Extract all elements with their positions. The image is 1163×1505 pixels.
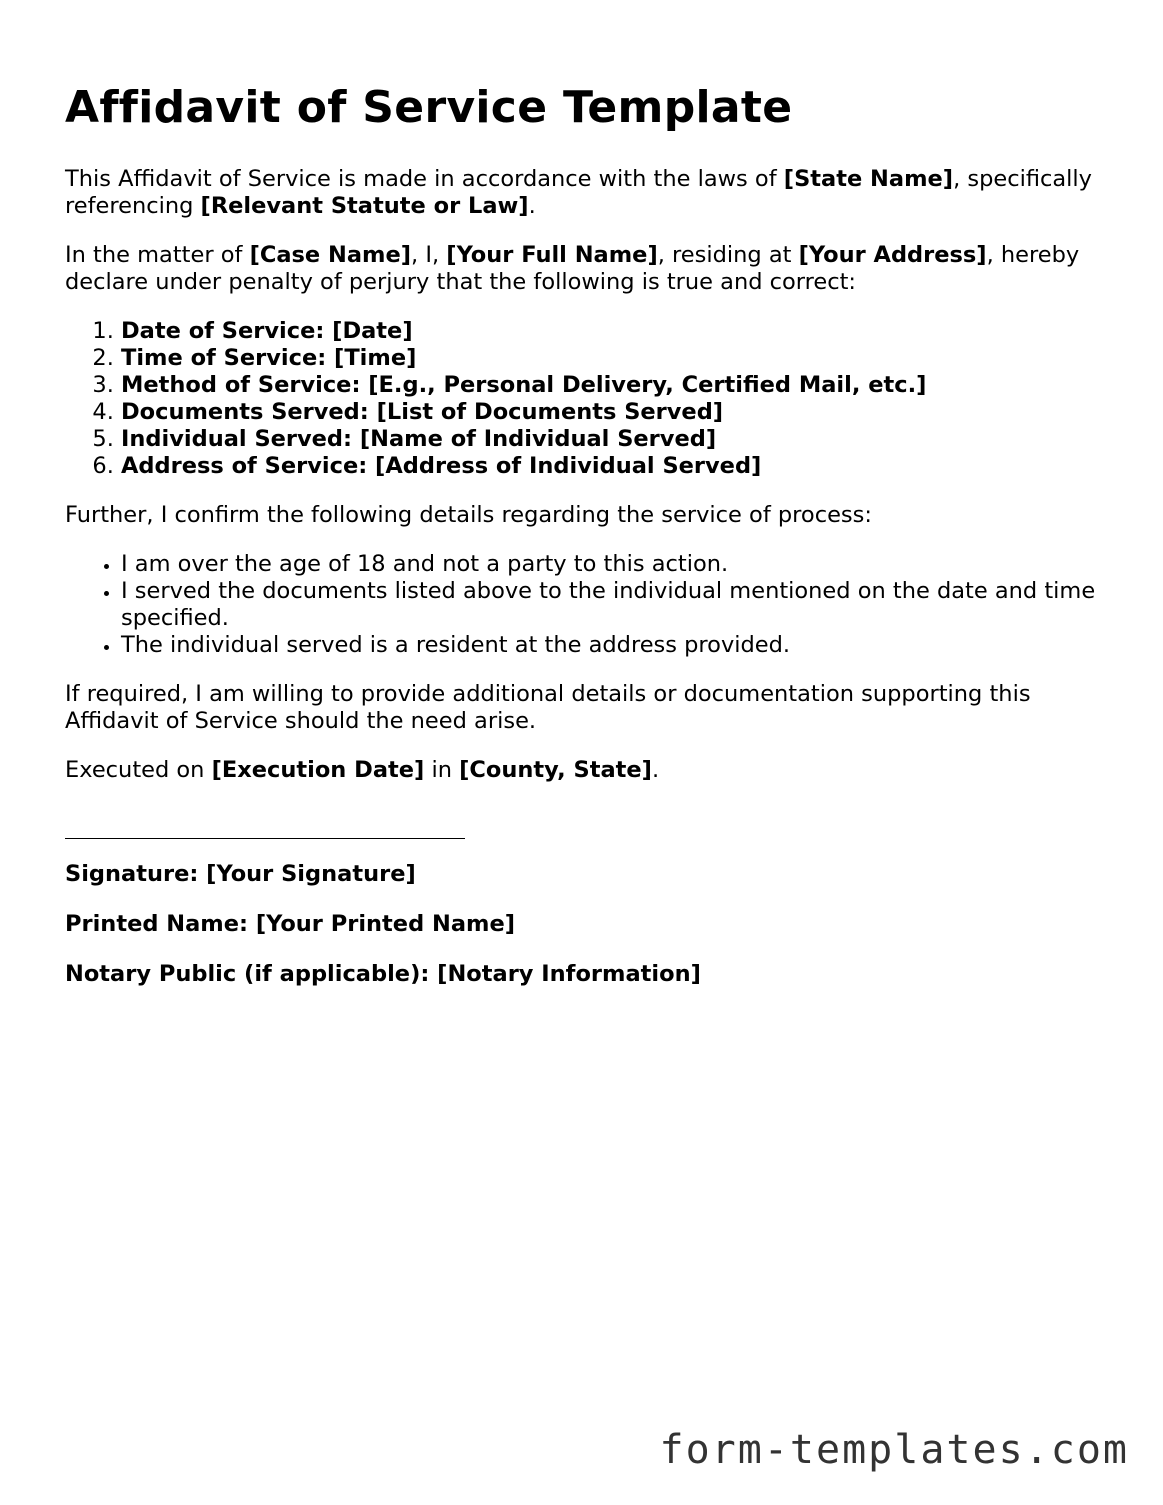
executed-text-2: in xyxy=(424,757,460,783)
intro-text-1: This Affidavit of Service is made in accordance with the laws of xyxy=(65,166,784,192)
list-item: • I am over the age of 18 and not a party to this action. xyxy=(121,551,1115,578)
intro-text-2: , specifically referencing xyxy=(65,166,1092,219)
executed-paragraph xyxy=(65,757,1115,784)
signature-field: Signature: [Your Signature] xyxy=(65,861,416,887)
state-name-placeholder: [State Name] xyxy=(783,166,954,192)
full-name-placeholder: [Your Full Name] xyxy=(446,242,658,268)
list-item: 6. Address of Service: [Address of Individual Served] xyxy=(121,453,1115,480)
case-name-placeholder: [Case Name] xyxy=(249,242,412,268)
matter-text-4: , hereby declare under penalty of perjury that the following is true and correct: xyxy=(65,242,1080,295)
matter-text-3: , residing at xyxy=(657,242,799,268)
list-item: 4. Documents Served: [List of Documents Served] xyxy=(121,399,1115,426)
matter-text-1: In the matter of xyxy=(65,242,250,268)
intro-text-3: . xyxy=(528,193,536,219)
service-details-list xyxy=(65,318,1115,480)
notary-field: Notary Public (if applicable): [Notary Information] xyxy=(65,961,701,987)
list-item: 3. Method of Service: [E.g., Personal Delivery, Certified Mail, etc.] xyxy=(121,372,1115,399)
statute-placeholder: [Relevant Statute or Law] xyxy=(200,193,529,219)
list-item: • I served the documents listed above to the individual mentioned on the date and time specified. xyxy=(121,578,1115,632)
additional-paragraph: If required, I am willing to provide additional details or documentation supporting this Affidavit of Service should the need arise. xyxy=(65,681,1031,734)
confirmation-list xyxy=(65,551,1115,659)
executed-text-3: . xyxy=(651,757,660,783)
intro-paragraph xyxy=(65,166,1115,220)
list-item: 5. Individual Served: [Name of Individual Served] xyxy=(121,426,1115,453)
printed-name-field: Printed Name: [Your Printed Name] xyxy=(65,911,516,937)
watermark: form-templates.com xyxy=(659,1427,1129,1473)
address-placeholder: [Your Address] xyxy=(798,242,987,268)
further-paragraph: Further, I confirm the following details regarding the service of process: xyxy=(65,502,872,528)
executed-text-1: Executed on xyxy=(65,757,212,783)
signature-line xyxy=(65,806,465,839)
list-item: 2. Time of Service: [Time] xyxy=(121,345,1115,372)
page-title: Affidavit of Service Template xyxy=(65,82,793,133)
list-item: 1. Date of Service: [Date] xyxy=(121,318,1115,345)
matter-paragraph xyxy=(65,242,1115,296)
matter-text-2: , I, xyxy=(411,242,447,268)
execution-date-placeholder: [Execution Date] xyxy=(211,757,425,783)
county-state-placeholder: [County, State] xyxy=(459,757,652,783)
document-body xyxy=(65,80,1115,1011)
list-item: • The individual served is a resident at the address provided. xyxy=(121,632,1115,659)
